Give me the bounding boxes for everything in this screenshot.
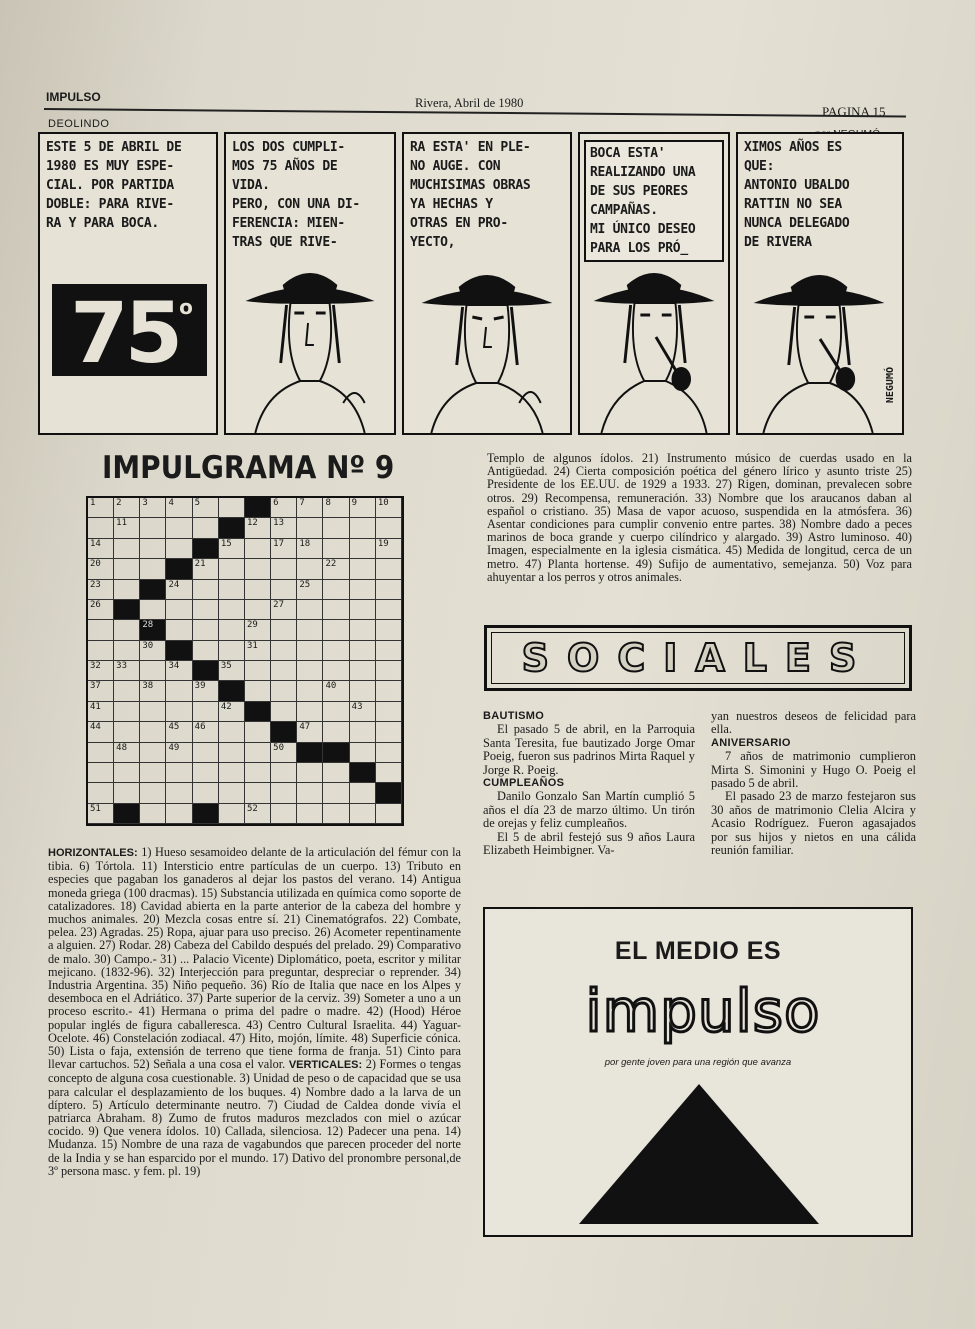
crossword-cell[interactable]	[166, 661, 192, 681]
crossword-cell[interactable]	[193, 763, 219, 783]
gaucho-figure-icon	[226, 253, 394, 433]
crossword-cell[interactable]	[271, 600, 297, 620]
crossword-cell[interactable]	[166, 783, 192, 803]
clue-number: 46	[194, 722, 206, 733]
crossword-cell[interactable]	[140, 498, 166, 518]
crossword-cell[interactable]	[297, 763, 323, 783]
clue-number: 12	[246, 518, 258, 529]
clue-number: 29	[246, 620, 258, 631]
badge-degree: o	[179, 295, 189, 319]
crossword-cell[interactable]	[271, 763, 297, 783]
crossword-black-cell	[193, 661, 219, 681]
crossword-cell[interactable]	[140, 661, 166, 681]
crossword-cell[interactable]	[350, 661, 376, 681]
comic-panel-4	[578, 132, 730, 435]
crossword-cell[interactable]	[350, 600, 376, 620]
crossword-cell[interactable]	[114, 580, 140, 600]
crossword-cell[interactable]	[350, 804, 376, 824]
crossword-cell[interactable]	[193, 722, 219, 742]
clue-number: 39	[194, 681, 206, 692]
crossword-cell[interactable]	[140, 743, 166, 763]
crossword-cell[interactable]	[88, 702, 114, 722]
clue-number: 22	[325, 559, 337, 570]
crossword-cell[interactable]	[350, 681, 376, 701]
crossword-cell[interactable]	[245, 600, 271, 620]
crossword-cell[interactable]	[88, 600, 114, 620]
crossword-cell[interactable]	[219, 539, 245, 559]
clue-number: 42	[220, 701, 232, 712]
clue-number: 14	[90, 538, 101, 549]
sociales-banner	[484, 625, 912, 691]
crossword-cell[interactable]	[166, 600, 192, 620]
aniversario-text-1: 7 años de matrimonio cumplieron Mirta S. Simonini y Hugo O. Poeig el pasado 5 de abril.	[711, 749, 916, 791]
crossword-cell[interactable]	[297, 722, 323, 742]
crossword-cell[interactable]	[193, 702, 219, 722]
crossword-cell[interactable]	[140, 681, 166, 701]
crossword-cell[interactable]	[323, 620, 349, 640]
crossword-grid[interactable]	[86, 496, 404, 826]
crossword-cell[interactable]	[114, 763, 140, 783]
crossword-black-cell	[114, 600, 140, 620]
crossword-cell[interactable]	[297, 804, 323, 824]
crossword-cell[interactable]	[271, 539, 297, 559]
cumple-text-2: El 5 de abril festejó sus 9 años Laura Elizabeth Heimbigner. Va-	[483, 829, 695, 858]
gaucho-figure-icon	[738, 253, 902, 433]
crossword-cell[interactable]	[193, 498, 219, 518]
crossword-cell[interactable]	[297, 498, 323, 518]
crossword-black-cell	[297, 743, 323, 763]
ad-tagline: por gente joven para una región que avanza	[604, 1057, 792, 1068]
crossword-cell[interactable]	[350, 580, 376, 600]
crossword-cell[interactable]	[245, 620, 271, 640]
clue-number: 26	[90, 599, 101, 610]
crossword-black-cell	[350, 763, 376, 783]
crossword-cell[interactable]	[219, 498, 245, 518]
crossword-cell[interactable]	[271, 498, 297, 518]
crossword-cell[interactable]	[114, 681, 140, 701]
crossword-cell[interactable]	[297, 661, 323, 681]
crossword-cell[interactable]	[245, 641, 271, 661]
crossword-cell[interactable]	[323, 783, 349, 803]
gaucho-figure-icon	[404, 253, 570, 433]
crossword-cell[interactable]	[350, 498, 376, 518]
crossword-cell[interactable]	[271, 559, 297, 579]
crossword-cell[interactable]	[166, 804, 192, 824]
crossword-cell[interactable]	[193, 600, 219, 620]
crossword-cell[interactable]	[376, 620, 402, 640]
crossword-cell[interactable]	[323, 804, 349, 824]
crossword-cell[interactable]	[350, 559, 376, 579]
crossword-cell[interactable]	[88, 559, 114, 579]
panel-5-text: XIMOS AÑOS ES QUE: ANTONIO UBALDO RATTIN NO SEA NUNCA DELEGADO DE RIVERA	[744, 140, 850, 250]
crossword-black-cell	[140, 580, 166, 600]
crossword-cell[interactable]	[114, 518, 140, 538]
clue-number: 44	[90, 722, 101, 733]
crossword-cell[interactable]	[114, 641, 140, 661]
crossword-cell[interactable]	[323, 600, 349, 620]
crossword-cell[interactable]	[323, 498, 349, 518]
clue-number: 7	[299, 498, 305, 508]
clue-number: 34	[168, 661, 180, 671]
impulso-advertisement	[483, 907, 913, 1237]
crossword-cell[interactable]	[245, 722, 271, 742]
panel-1-text: ESTE 5 DE ABRIL DE 1980 ES MUY ESPE- CIAL. POR PARTIDA DOBLE: PARA RIVE- RA Y PARA BOCA.	[46, 140, 182, 231]
crossword-cell[interactable]	[323, 641, 349, 661]
crossword-cell[interactable]	[323, 702, 349, 722]
crossword-cell[interactable]	[323, 661, 349, 681]
clue-number: 52	[246, 803, 258, 814]
comic-panel-1	[38, 132, 218, 435]
crossword-cell[interactable]	[376, 580, 402, 600]
clue-number: 47	[299, 722, 311, 733]
crossword-cell[interactable]	[114, 702, 140, 722]
sociales-column-2	[711, 710, 916, 857]
crossword-cell[interactable]	[297, 559, 323, 579]
crossword-cell[interactable]	[376, 681, 402, 701]
comic-section-title: DEOLINDO	[48, 118, 110, 130]
crossword-cell[interactable]	[166, 539, 192, 559]
crossword-cell[interactable]	[323, 580, 349, 600]
crossword-cell[interactable]	[219, 804, 245, 824]
crossword-cell[interactable]	[245, 661, 271, 681]
crossword-cell[interactable]	[166, 702, 192, 722]
crossword-cell[interactable]	[166, 580, 192, 600]
cumple-text-2-cont: yan nuestros deseos de felicidad para ella.	[711, 709, 916, 737]
clue-number: 21	[194, 559, 206, 570]
crossword-cell[interactable]	[193, 783, 219, 803]
crossword-cell[interactable]	[271, 783, 297, 803]
clue-number: 8	[325, 498, 331, 508]
crossword-cell[interactable]	[376, 498, 402, 518]
crossword-cell[interactable]	[297, 518, 323, 538]
crossword-cell[interactable]	[166, 620, 192, 640]
clue-number: 32	[90, 661, 101, 671]
crossword-black-cell	[323, 743, 349, 763]
crossword-cell[interactable]	[219, 600, 245, 620]
comic-strip	[38, 132, 904, 437]
crossword-cell[interactable]	[166, 763, 192, 783]
clue-number: 31	[246, 640, 258, 651]
comic-panel-2	[224, 132, 396, 435]
clue-number: 20	[90, 559, 101, 570]
crossword-cell[interactable]	[166, 681, 192, 701]
ad-headline: EL MEDIO ES	[614, 937, 782, 965]
cumple-text-1: Danilo Gonzalo San Martín cumplió 5 años el día 23 de marzo último. Un tirón de orejas y feliz cumpleaños.	[483, 789, 695, 831]
panel-3-text: RA ESTA' EN PLE- NO AUGE. CON MUCHISIMAS OBRAS YA HECHAS Y OTRAS EN PRO- YECTO,	[410, 140, 531, 250]
comic-panel-5	[736, 132, 904, 435]
gaucho-figure-icon	[580, 253, 728, 433]
crossword-cell[interactable]	[219, 620, 245, 640]
crossword-black-cell	[193, 539, 219, 559]
crossword-cell[interactable]	[297, 702, 323, 722]
clue-number: 19	[377, 538, 389, 549]
crossword-cell[interactable]	[350, 702, 376, 722]
crossword-cell[interactable]	[350, 783, 376, 803]
crossword-cell[interactable]	[271, 702, 297, 722]
crossword-cell[interactable]	[350, 620, 376, 640]
clue-number: 27	[273, 599, 284, 610]
aniversario-text-2: El pasado 23 de marzo festejaron sus 30 años de matrimonio Clelia Alcira y Acasio Rodríguez. Fueron agasajados por sus hijos y nietos en una cálida reunión familiar.	[711, 789, 916, 858]
clue-number: 38	[142, 681, 154, 692]
clue-number: 3	[142, 498, 148, 508]
crossword-cell[interactable]	[114, 722, 140, 742]
crossword-cell[interactable]	[219, 559, 245, 579]
crossword-cell[interactable]	[193, 620, 219, 640]
crossword-cell[interactable]	[193, 559, 219, 579]
crossword-cell[interactable]	[376, 743, 402, 763]
crossword-cell[interactable]	[140, 559, 166, 579]
crossword-black-cell	[219, 518, 245, 538]
crossword-cell[interactable]	[219, 783, 245, 803]
crossword-cell[interactable]	[376, 702, 402, 722]
crossword-cell[interactable]	[114, 498, 140, 518]
crossword-cell[interactable]	[271, 804, 297, 824]
crossword-cell[interactable]	[114, 620, 140, 640]
crossword-cell[interactable]	[376, 763, 402, 783]
crossword-cell[interactable]	[297, 600, 323, 620]
crossword-cell[interactable]	[140, 539, 166, 559]
crossword-cell[interactable]	[245, 783, 271, 803]
verticales-clues: 2) Formes o tengas concepto de alguna cosa cuestionable. 3) Unidad de peso o de capacidad que se usa para calcular el desplazamiento de los buques. 4) Nombre dado a la larva de un díptero. 5) Artículo determinante neutro. 7) Ciudad de Caldea donde vivía el patriarca Abraham. 8) Zumo de frutos maduros mezclados con miel o azúcar cocido. 9) Que venera ídolos. 10) Callada, silenciosa. 12) Padecer una pena. 14) Mudanza. 15) Nombre de una raza de vagabundos que parecen proceder del norte de la India y se han esparcido por el mundo. 17) Dativo del pronombre personal,de 3º persona masc. y fem. pl. 19)	[48, 1057, 462, 1178]
sociales-column-1	[483, 710, 695, 857]
crossword-cell[interactable]	[88, 580, 114, 600]
clue-number: 35	[220, 661, 232, 671]
crossword-cell[interactable]	[219, 702, 245, 722]
crossword-cell[interactable]	[193, 580, 219, 600]
crossword-black-cell	[140, 620, 166, 640]
bautismo-heading: BAUTISMO	[483, 710, 545, 722]
dateline: Rivera, Abril de 1980	[415, 96, 524, 110]
bautismo-text: El pasado 5 de abril, en la Parroquia Santa Teresita, fue bautizado Jorge Omar Poeig, fueron sus padrinos Mirta Raquel y Jorge R. Poeig.	[483, 722, 695, 777]
clue-number: 1	[90, 498, 96, 508]
crossword-cell[interactable]	[166, 518, 192, 538]
crossword-black-cell	[245, 702, 271, 722]
crossword-cell[interactable]	[114, 783, 140, 803]
crossword-cell[interactable]	[297, 539, 323, 559]
clue-number: 25	[299, 579, 311, 590]
clue-number: 37	[90, 681, 101, 692]
clue-number: 30	[142, 640, 154, 651]
clue-number: 18	[299, 538, 311, 549]
clue-number: 28	[142, 620, 154, 631]
comic-panel-3	[402, 132, 572, 435]
crossword-cell[interactable]	[88, 620, 114, 640]
clue-number: 6	[273, 498, 279, 508]
page-number: PAGINA 15	[822, 104, 886, 119]
aniversario-heading: ANIVERSARIO	[711, 736, 791, 749]
crossword-cell[interactable]	[271, 743, 297, 763]
publication-name: IMPULSO	[46, 90, 101, 104]
crossword-cell[interactable]	[219, 661, 245, 681]
crossword-cell[interactable]	[88, 641, 114, 661]
crossword-cell[interactable]	[271, 641, 297, 661]
clue-number: 51	[90, 803, 101, 814]
crossword-cell[interactable]	[193, 743, 219, 763]
crossword-cell[interactable]	[271, 661, 297, 681]
clue-number: 50	[273, 742, 284, 753]
crossword-cell[interactable]	[245, 743, 271, 763]
clue-number: 48	[116, 742, 127, 753]
crossword-cell[interactable]	[297, 783, 323, 803]
clue-number: 33	[116, 661, 127, 671]
badge-number: 75	[70, 284, 180, 382]
crossword-cell[interactable]	[323, 681, 349, 701]
crossword-cell[interactable]	[245, 559, 271, 579]
crossword-black-cell	[219, 681, 245, 701]
clues-block	[48, 846, 461, 1178]
crossword-cell[interactable]	[166, 743, 192, 763]
clue-number: 11	[116, 518, 127, 529]
impulso-logo: impulso	[585, 977, 821, 1045]
crossword-cell[interactable]	[297, 681, 323, 701]
crossword-cell[interactable]	[271, 681, 297, 701]
crossword-cell[interactable]	[376, 661, 402, 681]
crossword-cell[interactable]	[297, 641, 323, 661]
crossword-cell[interactable]	[193, 641, 219, 661]
clue-number: 40	[325, 681, 337, 692]
panel-4-text: BOCA ESTA' REALIZANDO UNA DE SUS PEORES CAMPAÑAS. MI ÚNICO DESEO PARA LOS PRÓ_	[584, 140, 724, 262]
crossword-cell[interactable]	[376, 518, 402, 538]
crossword-black-cell	[376, 783, 402, 803]
crossword-cell[interactable]	[114, 559, 140, 579]
sociales-title: SOCIALES	[521, 636, 875, 680]
clue-number: 24	[168, 579, 180, 590]
crossword-cell[interactable]	[350, 743, 376, 763]
crossword-cell[interactable]	[245, 580, 271, 600]
crossword-cell[interactable]	[323, 722, 349, 742]
crossword-cell[interactable]	[219, 743, 245, 763]
crossword-cell[interactable]	[88, 763, 114, 783]
crossword-cell[interactable]	[323, 518, 349, 538]
crossword-cell[interactable]	[376, 559, 402, 579]
crossword-cell[interactable]	[114, 539, 140, 559]
horizontales-clues: 1) Hueso sesamoideo delante de la articulación del fémur con la tibia. 6) Tórtola. 11) Intersticio entre partículas de un cuerpo. 13) Tributo en especies que pagaban los ganaderos al dejar los pastos del verano. 14) Antigua moneda griega (100 dracmas). 15) Substancia utilizada en química como soporte de catalizadores. 18) Cavidad abierta en la parte anterior de la cabeza del hombre y muchos animales. 20) Mezcla cosas entre sí. 21) Cinematógrafos. 22) Combate, pelea. 23) Agradas. 25) Ropa, ajuar para uso preciso. 26) Acometer repentinamente a alguien. 27) Rodar. 28) Cabeza del Cabildo después del prelado. 29) Comparativo de malo. 30) Campo.- 31) ... Palacio Vicente) Diplomático, poeta, escritor y militar mejicano. (1832-96). 32) Interjección para preguntar, despreciar o reprender. 34) Industria Argentina. 35) Niño pequeño. 36) Río de Italia que nace en los Alpes y desemboca en el Adriático. 37) Parte superior de la cerviz. 39) Someter a uno a un proceso escrito.- 41) Hermana o prima del padre o madre. 42) (Hood) Héroe popular inglés de figura caballeresca. 43) Centro Cultural Israelita. 44) Yaguar-Ocelote. 46) Constelación zodiacal. 47) Hito, mojón, límite. 48) Superficie cónica. 50) Lista o faja, extensión de terreno que tiene forma de franja. 51) Cinto para llevar cartuchos. 52) Señala a una cosa el valor.	[48, 845, 461, 1072]
crossword-cell[interactable]	[245, 518, 271, 538]
crossword-cell[interactable]	[88, 498, 114, 518]
crossword-cell[interactable]	[323, 539, 349, 559]
clue-number: 15	[220, 538, 232, 549]
crossword-cell[interactable]	[376, 539, 402, 559]
crossword-cell[interactable]	[193, 681, 219, 701]
crossword-cell[interactable]	[140, 783, 166, 803]
crossword-title: IMPULGRAMA Nº 9	[102, 450, 395, 486]
crossword-black-cell	[245, 498, 271, 518]
clue-number: 4	[168, 498, 174, 508]
clue-number: 43	[351, 701, 363, 712]
crossword-cell[interactable]	[88, 743, 114, 763]
verticales-label: VERTICALES:	[288, 1059, 363, 1072]
verticales-continued: Templo de algunos ídolos. 21) Instrumento músico de cuerdas usado en la Antigüedad. 24) Cierta composición poética del género lírico y asunto triste 25) Presidente de los EE.UU. de 1929 a 1933. 27) Rigen, dominan, prevalecen sobre otros. 29) Recompensa, remuneración. 33) Nombre que los araucanos daban al español o cristiano. 35) Masa de vapor acuoso, suspendida en la atmósfera. 36) Asentar condiciones para cumplir convenio entre partes. 38) Nombre dado a peces marinos de boca grande y cuerpo cilíndrico y alargado. 39) Astro luminoso. 40) Imagen, especialmente en la iglesia cismática. 45) Medida de longitud, cerca de un metro. 47) Planta hortense. 49) Sufijo de aumentativo, semejanza. 50) Voz para ahuyentar a los perros y otros animales.	[487, 451, 912, 584]
clue-number: 2	[116, 498, 122, 508]
crossword-black-cell	[193, 804, 219, 824]
crossword-cell[interactable]	[350, 722, 376, 742]
crossword-cell[interactable]	[323, 763, 349, 783]
crossword-cell[interactable]	[350, 539, 376, 559]
crossword-cell[interactable]	[271, 580, 297, 600]
crossword-cell[interactable]	[219, 641, 245, 661]
clue-number: 13	[273, 518, 284, 529]
crossword-cell[interactable]	[350, 641, 376, 661]
crossword-cell[interactable]	[271, 620, 297, 640]
clue-number: 5	[194, 498, 201, 508]
crossword-cell[interactable]	[193, 518, 219, 538]
horizontales-label: HORIZONTALES:	[48, 847, 138, 859]
crossword-cell[interactable]	[166, 722, 192, 742]
crossword-cell[interactable]	[88, 783, 114, 803]
crossword-cell[interactable]	[219, 763, 245, 783]
crossword-cell[interactable]	[245, 804, 271, 824]
crossword-cell[interactable]	[88, 681, 114, 701]
crossword-cell[interactable]	[245, 681, 271, 701]
clue-number: 10	[377, 498, 389, 508]
crossword-cell[interactable]	[88, 804, 114, 824]
clue-number: 49	[168, 742, 180, 753]
crossword-cell[interactable]	[114, 743, 140, 763]
crossword-cell[interactable]	[323, 559, 349, 579]
crossword-cell[interactable]	[140, 763, 166, 783]
crossword-cell[interactable]	[88, 722, 114, 742]
crossword-cell[interactable]	[140, 702, 166, 722]
crossword-cell[interactable]	[140, 804, 166, 824]
crossword-cell[interactable]	[219, 580, 245, 600]
crossword-black-cell	[166, 641, 192, 661]
clue-number: 23	[90, 579, 101, 590]
crossword-cell[interactable]	[245, 763, 271, 783]
crossword-cell[interactable]	[219, 722, 245, 742]
crossword-black-cell	[114, 804, 140, 824]
clue-number: 45	[168, 722, 180, 733]
crossword-cell[interactable]	[376, 641, 402, 661]
crossword-cell[interactable]	[376, 722, 402, 742]
crossword-cell[interactable]	[88, 539, 114, 559]
clue-number: 17	[273, 538, 284, 549]
crossword-cell[interactable]	[88, 661, 114, 681]
crossword-cell[interactable]	[88, 518, 114, 538]
crossword-cell[interactable]	[166, 498, 192, 518]
seventy-five-badge	[52, 284, 207, 382]
crossword-cell[interactable]	[271, 518, 297, 538]
crossword-cell[interactable]	[140, 722, 166, 742]
crossword-black-cell	[271, 722, 297, 742]
crossword-cell[interactable]	[297, 620, 323, 640]
panel-2-text: LOS DOS CUMPLI- MOS 75 AÑOS DE VIDA. PERO, CON UNA DI- FERENCIA: MIEN- TRAS QUE RIVE-	[232, 140, 360, 250]
artist-signature: NEGUMÓ	[885, 366, 896, 403]
crossword-cell[interactable]	[140, 518, 166, 538]
crossword-cell[interactable]	[245, 539, 271, 559]
cumple-heading: CUMPLEAÑOS	[483, 777, 565, 790]
crossword-cell[interactable]	[376, 600, 402, 620]
crossword-cell[interactable]	[350, 518, 376, 538]
crossword-cell[interactable]	[140, 641, 166, 661]
crossword-black-cell	[166, 559, 192, 579]
clue-number: 9	[351, 498, 358, 508]
crossword-cell[interactable]	[376, 804, 402, 824]
triangle-graphic-icon	[579, 1084, 819, 1224]
crossword-cell[interactable]	[114, 661, 140, 681]
crossword-cell[interactable]	[297, 580, 323, 600]
clue-number: 41	[90, 701, 101, 712]
crossword-cell[interactable]	[140, 600, 166, 620]
